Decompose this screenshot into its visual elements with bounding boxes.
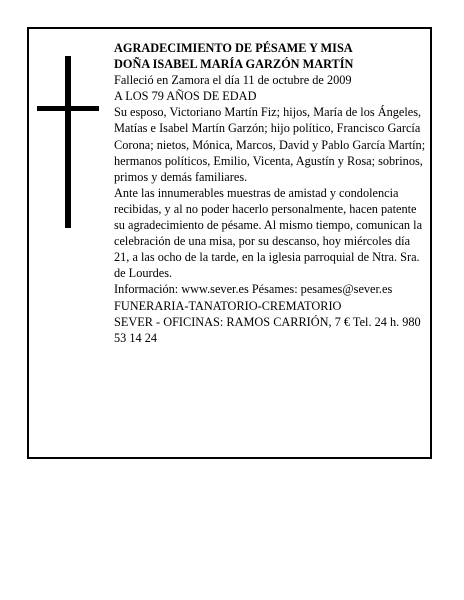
notice-text (114, 40, 426, 346)
notice-title-line2: DOÑA ISABEL MARÍA GARZÓN MARTÍN (114, 57, 354, 72)
cross-vertical-bar (65, 56, 71, 228)
obituary-notice (27, 27, 432, 459)
funeral-home-line1: FUNERARIA-TANATORIO-CREMATORIO (114, 298, 342, 313)
thanks-paragraph: Ante las innumerables muestras de amistad y condolencia recibidas, y al no poder hacerlo personalmente, hacen patente su agradecimiento de pésame. Al mismo tiempo, comunican la celebración de una misa, por su descanso, hoy miércoles día 21, a las ocho de la tarde, en la iglesia parroquial de Ntra. Sra. de Lourdes. (114, 185, 423, 281)
death-date-line: Falleció en Zamora el día 11 de octubre de 2009 (114, 73, 352, 88)
notice-title-line1: AGRADECIMIENTO DE PÉSAME Y MISA (114, 41, 353, 55)
info-line: Información: www.sever.es Pésames: pesames@sever.es (114, 282, 393, 297)
age-line: A LOS 79 AÑOS DE EDAD (114, 89, 257, 104)
family-paragraph: Su esposo, Victoriano Martín Fiz; hijos, María de los Ángeles, Matías e Isabel Martín Garzón; hijo político, Francisco García Corona; nietos, Mónica, Marcos, David y Pablo García Martín; hermanos políticos, Emilio, Vicenta, Agustín y Rosa; sobrinos, primos y demás familiares. (114, 105, 426, 184)
latin-cross-icon (37, 56, 99, 228)
cross-horizontal-bar (37, 106, 99, 111)
funeral-home-line2: SEVER - OFICINAS: RAMOS CARRIÓN, 7 € Tel. 24 h. 980 53 14 24 (114, 314, 421, 345)
